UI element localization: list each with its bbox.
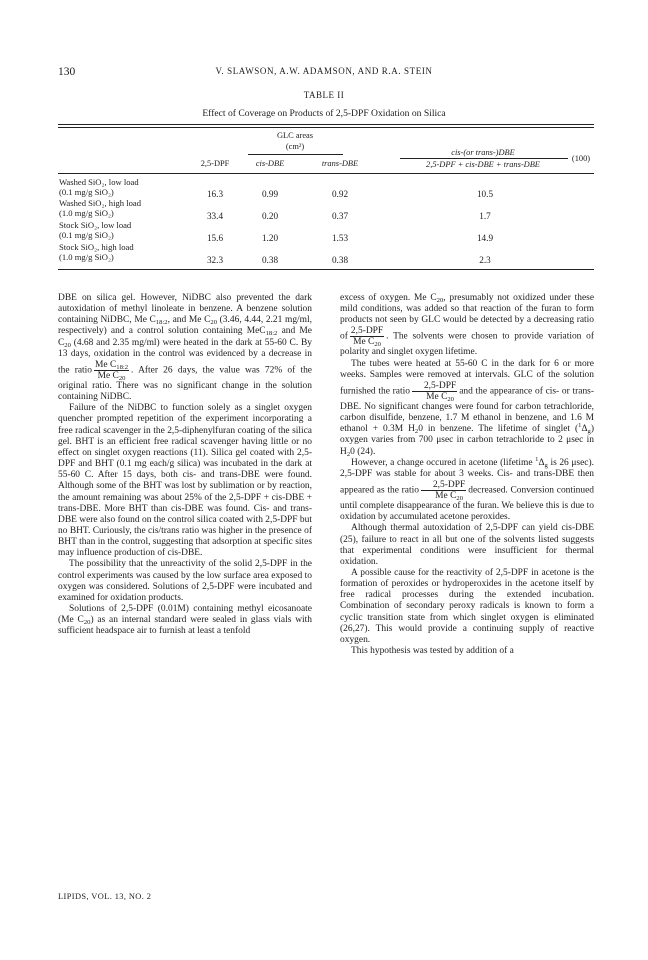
paragraph: DBE on silica gel. However, NiDBC also prevented the dark autoxidation of methyl linoleate in benzene. A benzene solution containing NiDBC, Me $C_{18:2}$, and Me $C_{20}$ (3.46, 4.44, 2.21 mg/ml, respectively) and a control solution containing MeC$_{18:2}$ and Me $C_{20}$ (4.68 and 2.35 mg/ml) were heated in the dark at 55-60 C. By 13 days, oxidation in the control was evidenced by a decrease in the ratio $\frac{Me C_{18:2}}{Me C_{20}}$ . After 26 days, the value was 72% of the original ratio. There was no significant change in the solution containing NiDBC. bbox=[58, 293, 312, 403]
cell-trans-dbe: 0.37 bbox=[331, 211, 349, 221]
table-label: TABLE II bbox=[303, 90, 345, 100]
cell-ratio: 1.7 bbox=[479, 211, 491, 221]
paragraph: Although thermal autoxidation of 2,5-DPF can yield cis-DBE (25), failure to react in all but one of the solvents listed suggests that experimental conditions were insufficient for thermal oxidation. bbox=[340, 523, 594, 567]
cell-ratio: 14.9 bbox=[476, 233, 494, 243]
glc-group-rule bbox=[248, 154, 343, 155]
table-top-rule-double bbox=[58, 127, 594, 128]
table-bottom-rule bbox=[58, 269, 594, 270]
body-right-column bbox=[340, 293, 594, 657]
row-label: Washed SiO₂, high load (1.0 mg/g SiO₂) bbox=[59, 198, 142, 219]
col-header-dpf: 2,5-DPF bbox=[200, 159, 230, 168]
row-label: Stock SiO₂, high load (1.0 mg/g SiO₂) bbox=[59, 242, 134, 263]
body-left-column bbox=[58, 293, 312, 638]
ratio-fraction: $\frac{Me C_{18:2}}{Me C_{20}}$ bbox=[95, 359, 129, 382]
table-top-rule bbox=[58, 124, 594, 125]
cell-dpf: 33.4 bbox=[206, 211, 224, 221]
paragraph: The possibility that the unreactivity of the solid 2,5-DPF in the control experiments was caused by the low surface area exposed to oxygen was considered. Solutions of 2,5-DPF were incubated and examined for oxidation products. bbox=[58, 559, 312, 603]
paragraph: This hypothesis was tested by addition of a bbox=[351, 646, 514, 657]
cell-cis-dbe: 0.20 bbox=[261, 211, 279, 221]
cell-trans-dbe: 0.38 bbox=[331, 255, 349, 265]
ratio-fraction: $\frac{\text{2,5-DPF}}{Me C_{20}}$ bbox=[412, 381, 457, 402]
col-header-trans-dbe: trans-DBE bbox=[321, 159, 359, 168]
cell-ratio: 10.5 bbox=[476, 189, 494, 199]
row-label: Washed SiO₂, low load (0.1 mg/g SiO₂) bbox=[59, 177, 139, 198]
row-label: Stock SiO₂, low load (0.1 mg/g SiO₂) bbox=[59, 220, 132, 241]
cell-ratio: 2.3 bbox=[479, 255, 491, 265]
ratio-fraction-bar bbox=[400, 158, 568, 159]
paragraph: However, a change occured in acetone (lifetime $^1\Delta_g$ is 26 μsec). 2,5-DPF was stable for about 3 weeks. Cis- and trans-DBE then appeared as the ratio $\frac{\text{2,5-DPF}}{Me C_{20}}$ decreased. Conversion continued until complete disappearance of the furan. We believe this is due to oxidation by accumulated acetone peroxides. bbox=[340, 455, 594, 523]
cell-cis-dbe: 1.20 bbox=[261, 233, 279, 243]
cell-cis-dbe: 0.38 bbox=[261, 255, 279, 265]
cell-trans-dbe: 0.92 bbox=[331, 189, 349, 199]
page-number: 130 bbox=[58, 66, 76, 78]
paragraph: Failure of the NiDBC to function solely as a singlet oxygen quencher prompted repetition of the experiment incorporating a free radical scavenger in the 2,5-diphenylfuran coating of the silica gel. BHT is an efficient free radical scavenger having little or no effect on singlet oxygen reactions (11). Silica gel coated with 2,5-DPF and BHT (0.1 mg each/g silica) was incubated in the dark at 55-60 C. After 15 days, both cis- and trans-DBE were found. Although some of the BHT was lost by sublimation or by reaction, the amount remaining was about 25% of the 2,5-DPF + cis-DBE + trans-DBE. More BHT than cis-DBE was found. Cis- and trans-DBE were also found on the control silica coated with 2,5-DPF but no BHT. Curiously, the cis/trans ratio was higher in the presence of BHT than in the control, suggesting that adsorption at specific sites may influence production of cis-DBE. bbox=[58, 403, 312, 559]
glc-areas-header: GLC areas bbox=[276, 131, 314, 140]
paragraph: A possible cause for the reactivity of 2,5-DPF in acetone is the formation of peroxides or hydroperoxides in the acetone itself by free radical processes during the extended incubation. Combination of secondary peroxy radicals is known to form a cyclic transition state from which singlet oxygen is eliminated (26,27). This would provide a continuing supply of reactive oxygen. bbox=[340, 567, 594, 645]
table-header-rule bbox=[58, 173, 594, 174]
paragraph: The tubes were heated at 55-60 C in the dark for 6 or more weeks. Samples were removed at intervals. GLC of the solution furnished the ratio $\frac{\text{2,5-DPF}}{Me C_{20}}$ and the appearance of cis- or trans-DBE. No significant changes were found for carbon tetrachloride, carbon disulfide, benzene, 1.7 M ethanol in benzene, and 1.6 M ethanol + 0.3M $H_20$ in benzene. The lifetime of singlet $(^1\Delta_g)$ oxygen varies from 700 μsec in carbon tetrachloride to 2 μsec in $H_20$ (24). bbox=[340, 358, 594, 458]
col-header-cis-dbe: cis-DBE bbox=[255, 159, 285, 168]
ratio-header-top: cis-(or trans-)DBE bbox=[451, 148, 515, 157]
cell-trans-dbe: 1.53 bbox=[331, 233, 349, 243]
paragraph: Solutions of 2,5-DPF (0.01M) containing methyl eicosanoate (Me $C_{20}$) as an internal standard were sealed in glass vials with sufficient headspace air to furnish at least a tenfold bbox=[58, 604, 312, 637]
ratio-header-bottom: 2,5-DPF + cis-DBE + trans-DBE bbox=[426, 160, 540, 169]
journal-footer: LIPIDS, VOL. 13, NO. 2 bbox=[58, 892, 152, 901]
cell-cis-dbe: 0.99 bbox=[261, 189, 279, 199]
cell-dpf: 32.3 bbox=[206, 255, 224, 265]
table-title: Effect of Coverage on Products of 2,5-DPF Oxidation on Silica bbox=[202, 108, 446, 119]
ratio-header-factor: (100) bbox=[571, 154, 591, 163]
paragraph: excess of oxygen. Me $C_{20}$, presumably not oxidized under these mild conditions, was added so that reaction of the furan to form products not seen by GLC would be detected by a decreasing ratio of $\frac{\text{2,5-DPF}}{Me C_{20}}$ . The solvents were chosen to provide variation of polarity and singlet oxygen lifetime. bbox=[340, 293, 595, 358]
cell-dpf: 15.6 bbox=[206, 233, 224, 243]
ratio-fraction: $\frac{\text{2,5-DPF}}{Me C_{20}}$ bbox=[421, 480, 466, 501]
ratio-fraction: $\frac{\text{2,5-DPF}}{Me C_{20}}$ bbox=[350, 326, 384, 349]
glc-areas-unit: (cm²) bbox=[285, 142, 305, 151]
running-head: V. SLAWSON, A.W. ADAMSON, AND R.A. STEIN bbox=[215, 66, 433, 76]
cell-dpf: 16.3 bbox=[206, 189, 224, 199]
